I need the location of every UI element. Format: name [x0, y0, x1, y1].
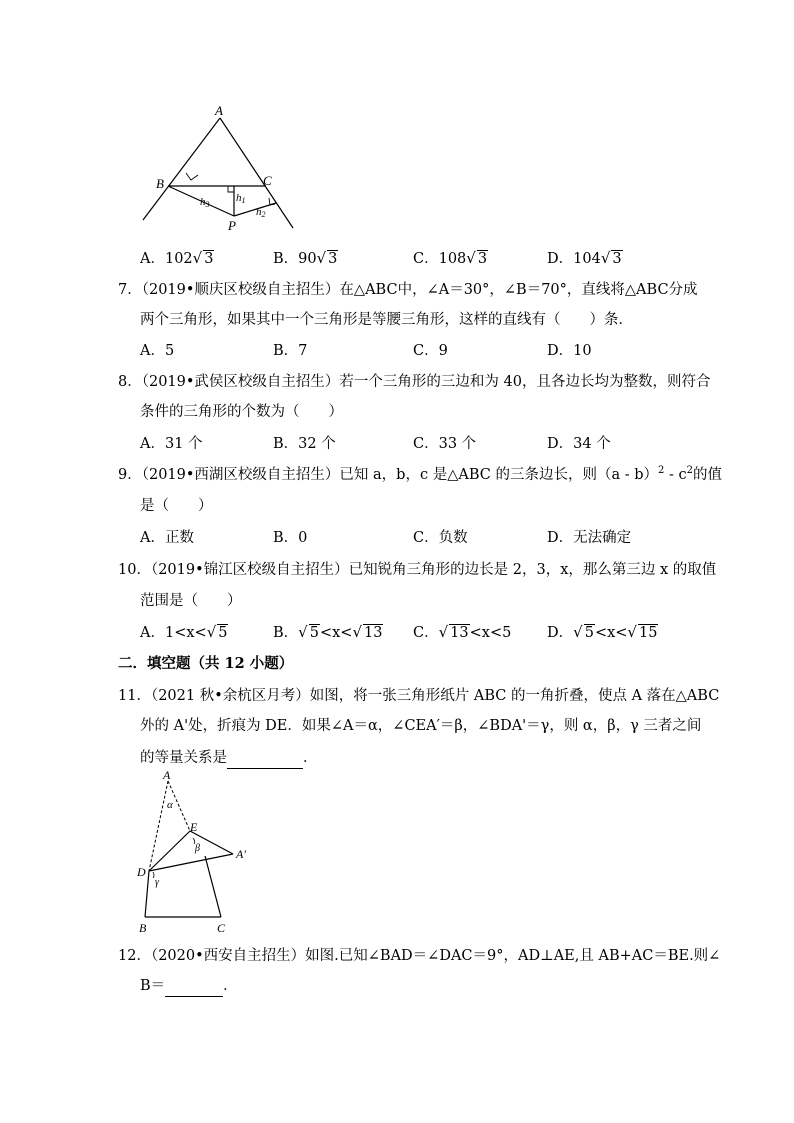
- label-gamma: γ: [155, 877, 159, 888]
- q12-text-line2: B＝ ．: [140, 976, 238, 997]
- label-h2: h2: [256, 206, 266, 219]
- q10-option-c: C．√ 13<x<5: [413, 623, 512, 641]
- q6-option-d: D．104√ 3: [547, 249, 622, 267]
- label-C: C: [263, 173, 272, 188]
- q10-option-d: D．√ 5<x<√ 15: [547, 623, 658, 641]
- q7-option-a: A．5: [140, 343, 175, 359]
- q7-text-line1: 7．（2019•顺庆区校级自主招生）在△ABC中，∠A＝30°，∠B＝70°，直线将△ABC分成: [118, 282, 698, 298]
- q10-text-line1: 10．（2019•锦江区校级自主招生）已知锐角三角形的边长是 2，3，x，那么第三边 x 的取值: [118, 562, 717, 578]
- label-alpha: α: [167, 799, 173, 811]
- label-h3: h3: [200, 196, 210, 209]
- q9-option-c: C．负数: [413, 530, 468, 546]
- label-A-prime: A′: [236, 847, 246, 861]
- q11-answer-blank[interactable]: [227, 748, 303, 769]
- q8-option-a: A．31 个: [140, 436, 203, 452]
- q8-option-b: B．32 个: [273, 436, 336, 452]
- q12-text-line1: 12．（2020•西安自主招生）如图.已知∠BAD＝∠DAC＝9°，AD⊥AE,且 AB+AC＝BE.则∠: [118, 948, 721, 964]
- q6-option-a: A．102√ 3: [140, 249, 214, 267]
- triangle-figure-1: [135, 103, 305, 238]
- q11-text-line3: 的等量关系是 ．: [140, 748, 318, 769]
- label-P: P: [228, 218, 236, 233]
- q10-text-line2: 范围是（ ）: [140, 593, 242, 609]
- q11-text-line2: 外的 A'处，折痕为 DE．如果∠A＝α，∠CEA′＝β，∠BDA'＝γ，则 α，β，γ 三者之间: [140, 718, 702, 734]
- q9-text-line2: 是（ ）: [140, 498, 213, 514]
- q11-text-line1: 11．（2021 秋•余杭区月考）如图，将一张三角形纸片 ABC 的一角折叠，使点 A 落在△ABC: [118, 688, 720, 704]
- q7-option-c: C．9: [413, 343, 448, 359]
- q8-text-line1: 8．（2019•武侯区校级自主招生）若一个三角形的三边和为 40，且各边长均为整数，则符合: [118, 374, 711, 390]
- q6-option-b: B．90√ 3: [273, 249, 338, 267]
- label-A: A: [215, 103, 223, 118]
- q8-text-line2: 条件的三角形的个数为（ ）: [140, 404, 343, 420]
- label-A: A: [163, 768, 171, 782]
- section-title-fill-in: 二．填空题（共 12 小题）: [118, 655, 294, 672]
- q9-text-line1: 9．（2019•西湖区校级自主招生）已知 a，b，c 是△ABC 的三条边长，则$(a - b)^2 - c^2$的值: [118, 465, 722, 483]
- fold-figure-2: [133, 768, 263, 940]
- q8-option-c: C．33 个: [413, 436, 477, 452]
- q12-answer-blank[interactable]: [165, 976, 223, 997]
- label-B: B: [139, 921, 147, 935]
- label-D: D: [137, 865, 146, 879]
- label-beta: β: [195, 843, 200, 854]
- q7-option-d: D．10: [547, 343, 592, 359]
- label-C: C: [217, 921, 226, 935]
- q9-option-b: B．0: [273, 530, 308, 546]
- q7-option-b: B．7: [273, 343, 308, 359]
- label-E: E: [190, 820, 198, 834]
- label-h1: h1: [236, 192, 246, 205]
- q10-option-a: A．1<x<√ 5: [140, 623, 228, 641]
- q8-option-d: D．34 个: [547, 436, 611, 452]
- q9-option-d: D．无法确定: [547, 530, 632, 546]
- q7-text-line2: 两个三角形，如果其中一个三角形是等腰三角形，这样的直线有（ ）条．: [140, 312, 633, 328]
- q6-option-c: C．108√ 3: [413, 249, 488, 267]
- q10-option-b: B．√ 5<x<√ 13: [273, 623, 383, 641]
- q9-option-a: A．正数: [140, 530, 194, 546]
- label-B: B: [156, 176, 164, 191]
